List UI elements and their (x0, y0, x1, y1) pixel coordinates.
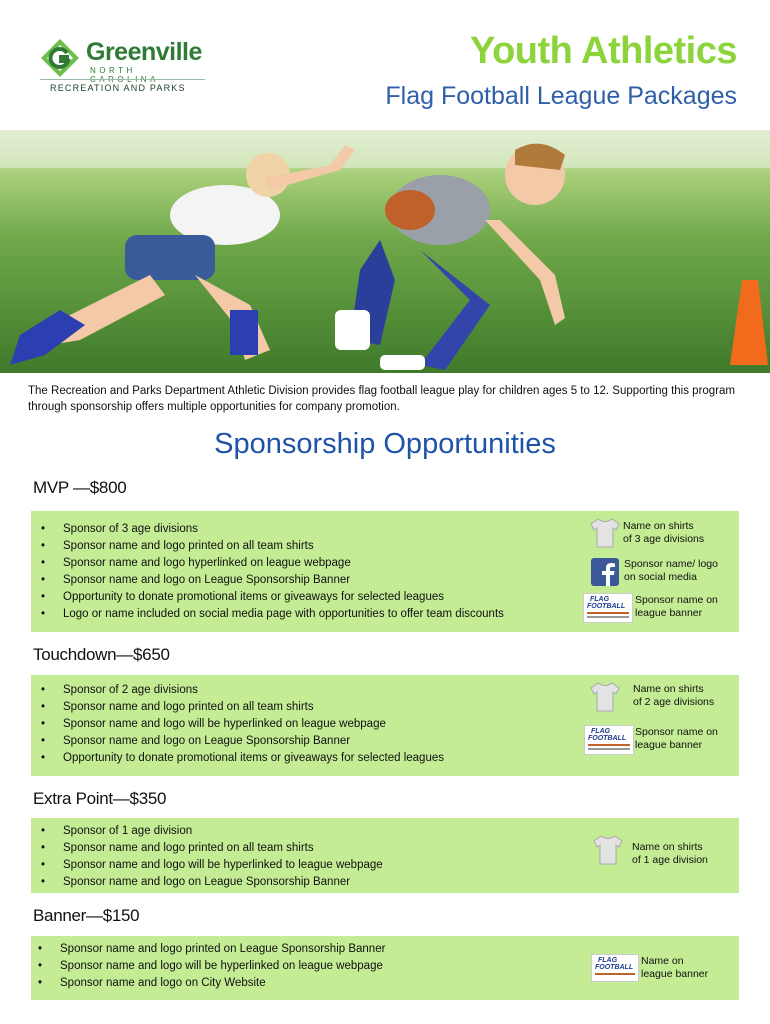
list-item: • Sponsor name and logo on League Sponsorship Banner (31, 572, 504, 589)
logo-department: RECREATION AND PARKS (50, 83, 186, 93)
list-item: • Logo or name included on social media page with opportunities to offer team discounts (31, 606, 504, 623)
bullet: • (41, 701, 46, 713)
bullet: • (41, 825, 46, 837)
package-box-touchdown (31, 675, 739, 776)
perk-text: Name on shirts of 1 age division (632, 841, 708, 866)
flag-football-players-image (0, 130, 770, 373)
list-item: • Sponsor name and logo on League Sponsorship Banner (31, 874, 383, 891)
bullet: • (41, 752, 46, 764)
perk-text: Sponsor name on league banner (635, 726, 718, 751)
bullet: • (41, 842, 46, 854)
list-item: • Sponsor name and logo will be hyperlinked on league webpage (31, 716, 444, 733)
perk-text: Name on league banner (641, 955, 709, 980)
hero-photo (0, 130, 770, 373)
list-item: • Opportunity to donate promotional items or giveaways for selected leagues (31, 589, 504, 606)
tshirt-icon (588, 517, 622, 549)
list-item: • Sponsor name and logo printed on all team shirts (31, 840, 383, 857)
package-box-banner (31, 936, 739, 1000)
package-list-extra-point (31, 823, 383, 891)
tshirt-icon (588, 681, 622, 713)
bullet: • (41, 876, 46, 888)
facebook-icon (591, 558, 619, 586)
list-item: • Sponsor name and logo will be hyperlinked to league webpage (31, 857, 383, 874)
flag-football-banner-icon: FLAG FOOTBALL (591, 954, 639, 982)
bullet: • (41, 574, 46, 586)
perk-text: Sponsor name on league banner (635, 594, 718, 619)
greenville-logo (40, 36, 205, 96)
bullet: • (38, 943, 43, 955)
package-title-extra-point: Extra Point—$350 (33, 789, 167, 808)
bullet: • (38, 977, 43, 989)
list-item: • Opportunity to donate promotional items or giveaways for selected leagues (31, 750, 444, 767)
bullet: • (41, 540, 46, 552)
package-list-touchdown (31, 682, 444, 767)
bullet: • (38, 960, 43, 972)
package-box-extra-point (31, 818, 739, 893)
bullet: • (41, 557, 46, 569)
list-item: • Sponsor name and logo will be hyperlinked on league webpage (28, 958, 385, 975)
logo-divider (40, 79, 205, 80)
list-item: • Sponsor name and logo printed on League Sponsorship Banner (28, 941, 385, 958)
greenville-g-icon (40, 38, 80, 78)
bullet: • (41, 684, 46, 696)
page-subtitle: Flag Football League Packages (385, 82, 737, 110)
intro-text: The Recreation and Parks Department Athletic Division provides flag football league play for children ages 5 to 12. Supporting this program through sponsorship offers multiple opportunities for company promotion. (28, 385, 736, 413)
list-item: • Sponsor name and logo on City Website (28, 975, 385, 992)
bullet: • (41, 591, 46, 603)
package-box-mvp (31, 511, 739, 632)
package-title-banner: Banner—$150 (33, 906, 140, 925)
logo-state: NORTH CAROLINA (90, 66, 159, 84)
list-item: • Sponsor name and logo printed on all team shirts (31, 699, 444, 716)
list-item: • Sponsor name and logo printed on all team shirts (31, 538, 504, 555)
list-item: • Sponsor name and logo on League Sponsorship Banner (31, 733, 444, 750)
perk-text: Sponsor name/ logo on social media (624, 558, 718, 583)
list-item: • Sponsor name and logo hyperlinked on league webpage (31, 555, 504, 572)
flag-football-banner-icon: FLAG FOOTBALL (583, 593, 633, 623)
bullet: • (41, 608, 46, 620)
package-title-touchdown: Touchdown—$650 (33, 645, 170, 664)
perk-text: Name on shirts of 2 age divisions (633, 683, 715, 708)
flag-football-banner-icon: FLAG FOOTBALL (584, 725, 634, 755)
bullet: • (41, 859, 46, 871)
list-item: • Sponsor of 1 age division (31, 823, 383, 840)
bullet: • (41, 735, 46, 747)
list-item: • Sponsor of 3 age divisions (31, 521, 504, 538)
section-title: Sponsorship Opportunities (214, 428, 556, 460)
tshirt-icon (591, 834, 625, 866)
page-title: Youth Athletics (470, 30, 737, 72)
perk-text: Name on shirts of 3 age divisions (623, 520, 705, 545)
package-list-banner (28, 941, 385, 992)
bullet: • (41, 718, 46, 730)
package-title-mvp: MVP —$800 (33, 478, 127, 497)
logo-name: Greenville (86, 38, 202, 66)
package-list-mvp (31, 521, 504, 623)
list-item: • Sponsor of 2 age divisions (31, 682, 444, 699)
bullet: • (41, 523, 46, 535)
